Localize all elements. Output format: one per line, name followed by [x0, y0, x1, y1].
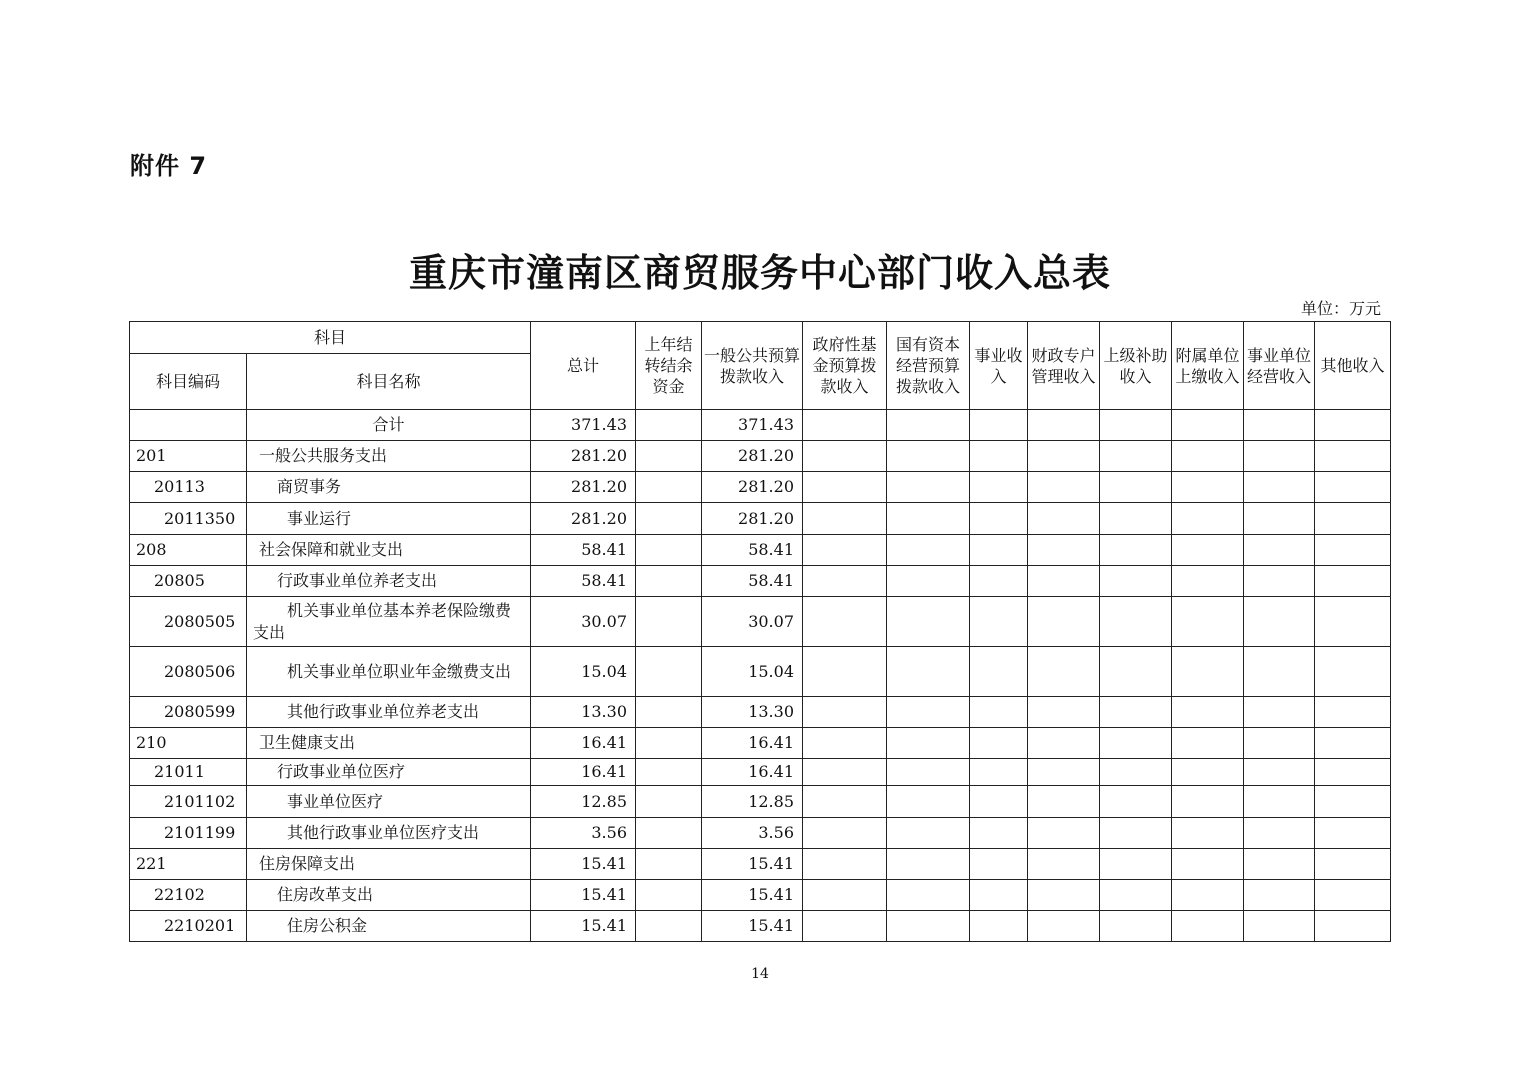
cell-empty	[1100, 786, 1172, 818]
cell-empty	[1100, 503, 1172, 535]
cell-empty	[636, 535, 702, 566]
cell-empty	[887, 786, 970, 818]
cell-empty	[887, 535, 970, 566]
income-table	[129, 321, 1391, 942]
cell-empty	[1315, 880, 1391, 911]
cell-name: 住房保障支出	[247, 849, 531, 880]
cell-total: 281.20	[531, 503, 636, 535]
cell-name: 其他行政事业单位医疗支出	[247, 818, 531, 849]
cell-empty	[1172, 503, 1244, 535]
cell-empty	[887, 911, 970, 942]
header-subject: 科目	[130, 322, 531, 354]
cell-empty	[887, 566, 970, 597]
cell-empty	[1172, 597, 1244, 647]
cell-empty	[803, 472, 887, 503]
cell-general-budget: 371.43	[702, 410, 803, 441]
cell-empty	[1172, 849, 1244, 880]
cell-code: 22102	[130, 880, 247, 911]
cell-empty	[970, 818, 1028, 849]
cell-empty	[887, 410, 970, 441]
cell-empty	[1100, 472, 1172, 503]
cell-general-budget: 58.41	[702, 535, 803, 566]
cell-empty	[970, 728, 1028, 759]
cell-name: 住房公积金	[247, 911, 531, 942]
cell-general-budget: 3.56	[702, 818, 803, 849]
page-number: 14	[751, 966, 769, 982]
cell-empty	[970, 566, 1028, 597]
cell-code: 2080506	[130, 647, 247, 697]
table-row	[130, 849, 1391, 880]
cell-empty	[1100, 849, 1172, 880]
cell-code: 2101199	[130, 818, 247, 849]
cell-empty	[1244, 647, 1315, 697]
cell-empty	[1172, 410, 1244, 441]
cell-general-budget: 15.04	[702, 647, 803, 697]
header-code: 科目编码	[130, 354, 247, 410]
cell-empty	[1100, 911, 1172, 942]
cell-general-budget: 15.41	[702, 880, 803, 911]
cell-name: 机关事业单位职业年金缴费支出	[247, 647, 531, 697]
cell-empty	[1028, 410, 1100, 441]
cell-total: 16.41	[531, 759, 636, 786]
cell-total: 12.85	[531, 786, 636, 818]
cell-empty	[970, 880, 1028, 911]
cell-empty	[1028, 911, 1100, 942]
cell-empty	[636, 503, 702, 535]
header-special-account: 财政专户管理收入	[1028, 322, 1100, 410]
cell-empty	[1100, 728, 1172, 759]
table-row	[130, 472, 1391, 503]
cell-name: 其他行政事业单位养老支出	[247, 697, 531, 728]
cell-empty	[1028, 697, 1100, 728]
cell-empty	[1100, 759, 1172, 786]
table-row	[130, 566, 1391, 597]
cell-code: 221	[130, 849, 247, 880]
cell-code: 201	[130, 441, 247, 472]
cell-name: 商贸事务	[247, 472, 531, 503]
cell-empty	[1100, 535, 1172, 566]
cell-total: 15.41	[531, 911, 636, 942]
cell-empty	[636, 472, 702, 503]
table-row	[130, 535, 1391, 566]
cell-empty	[1172, 697, 1244, 728]
cell-empty	[970, 786, 1028, 818]
cell-empty	[1028, 818, 1100, 849]
cell-general-budget: 13.30	[702, 697, 803, 728]
cell-empty	[1100, 880, 1172, 911]
header-state-capital: 国有资本经营预算拨款收入	[887, 322, 970, 410]
cell-empty	[803, 911, 887, 942]
cell-total: 371.43	[531, 410, 636, 441]
cell-empty	[636, 410, 702, 441]
table-body	[130, 410, 1391, 942]
cell-empty	[803, 697, 887, 728]
cell-total: 58.41	[531, 535, 636, 566]
cell-name: 行政事业单位养老支出	[247, 566, 531, 597]
cell-empty	[803, 880, 887, 911]
cell-empty	[970, 849, 1028, 880]
cell-empty	[636, 441, 702, 472]
cell-empty	[1244, 503, 1315, 535]
cell-general-budget: 30.07	[702, 597, 803, 647]
cell-empty	[803, 849, 887, 880]
cell-name: 事业单位医疗	[247, 786, 531, 818]
cell-empty	[970, 472, 1028, 503]
cell-empty	[1028, 647, 1100, 697]
cell-empty	[803, 535, 887, 566]
cell-empty	[1100, 441, 1172, 472]
cell-empty	[1028, 786, 1100, 818]
cell-empty	[1244, 697, 1315, 728]
table-row	[130, 786, 1391, 818]
cell-empty	[1028, 472, 1100, 503]
cell-empty	[1315, 647, 1391, 697]
cell-empty	[887, 728, 970, 759]
cell-empty	[887, 759, 970, 786]
cell-code: 208	[130, 535, 247, 566]
cell-code	[130, 410, 247, 441]
unit-label: 单位：万元	[1300, 299, 1381, 318]
cell-empty	[636, 880, 702, 911]
header-carryover: 上年结转结余资金	[636, 322, 702, 410]
cell-empty	[970, 410, 1028, 441]
cell-empty	[1172, 728, 1244, 759]
cell-empty	[1315, 566, 1391, 597]
cell-empty	[1315, 597, 1391, 647]
table-row	[130, 597, 1391, 647]
cell-empty	[1244, 818, 1315, 849]
cell-empty	[1100, 647, 1172, 697]
table-row	[130, 647, 1391, 697]
header-total: 总计	[531, 322, 636, 410]
cell-total: 30.07	[531, 597, 636, 647]
cell-empty	[1244, 911, 1315, 942]
cell-empty	[803, 597, 887, 647]
cell-empty	[1100, 566, 1172, 597]
cell-total: 58.41	[531, 566, 636, 597]
header-business-income: 事业收入	[970, 322, 1028, 410]
cell-general-budget: 281.20	[702, 503, 803, 535]
cell-empty	[1315, 759, 1391, 786]
cell-empty	[803, 647, 887, 697]
cell-empty	[636, 786, 702, 818]
cell-name: 行政事业单位医疗	[247, 759, 531, 786]
table-row	[130, 880, 1391, 911]
cell-code: 20805	[130, 566, 247, 597]
cell-empty	[636, 597, 702, 647]
header-other-income: 其他收入	[1315, 322, 1391, 410]
cell-code: 2101102	[130, 786, 247, 818]
cell-name: 社会保障和就业支出	[247, 535, 531, 566]
cell-empty	[1244, 759, 1315, 786]
cell-empty	[1172, 759, 1244, 786]
header-general-budget: 一般公共预算拨款收入	[702, 322, 803, 410]
cell-empty	[636, 759, 702, 786]
cell-empty	[970, 697, 1028, 728]
cell-empty	[803, 410, 887, 441]
cell-empty	[1172, 472, 1244, 503]
cell-general-budget: 16.41	[702, 759, 803, 786]
table-row	[130, 441, 1391, 472]
cell-empty	[1244, 472, 1315, 503]
cell-empty	[1315, 503, 1391, 535]
cell-empty	[803, 759, 887, 786]
cell-empty	[1028, 566, 1100, 597]
cell-total: 15.04	[531, 647, 636, 697]
cell-empty	[970, 441, 1028, 472]
cell-empty	[803, 818, 887, 849]
cell-empty	[1172, 566, 1244, 597]
cell-empty	[1244, 880, 1315, 911]
cell-empty	[636, 566, 702, 597]
cell-empty	[970, 535, 1028, 566]
cell-code: 2080599	[130, 697, 247, 728]
header-name: 科目名称	[247, 354, 531, 410]
cell-empty	[803, 503, 887, 535]
cell-empty	[887, 503, 970, 535]
cell-empty	[1315, 911, 1391, 942]
cell-empty	[803, 441, 887, 472]
cell-empty	[1315, 786, 1391, 818]
cell-empty	[636, 818, 702, 849]
attachment-label: 附件 7	[130, 152, 208, 180]
cell-empty	[803, 786, 887, 818]
cell-empty	[1172, 911, 1244, 942]
cell-general-budget: 281.20	[702, 472, 803, 503]
cell-empty	[970, 503, 1028, 535]
cell-name: 机关事业单位基本养老保险缴费支出	[247, 597, 531, 647]
table-row	[130, 759, 1391, 786]
cell-empty	[1315, 472, 1391, 503]
cell-general-budget: 15.41	[702, 911, 803, 942]
header-business-operation: 事业单位经营收入	[1244, 322, 1315, 410]
cell-empty	[1315, 818, 1391, 849]
cell-empty	[1028, 597, 1100, 647]
cell-code: 2080505	[130, 597, 247, 647]
cell-empty	[1315, 849, 1391, 880]
table-row	[130, 728, 1391, 759]
cell-empty	[1028, 503, 1100, 535]
cell-empty	[1100, 818, 1172, 849]
cell-empty	[887, 880, 970, 911]
cell-empty	[1244, 786, 1315, 818]
cell-empty	[887, 697, 970, 728]
cell-empty	[1028, 759, 1100, 786]
cell-code: 210	[130, 728, 247, 759]
cell-name: 事业运行	[247, 503, 531, 535]
cell-empty	[887, 597, 970, 647]
table-row	[130, 818, 1391, 849]
cell-empty	[1244, 535, 1315, 566]
cell-empty	[970, 597, 1028, 647]
cell-empty	[636, 849, 702, 880]
cell-general-budget: 12.85	[702, 786, 803, 818]
cell-empty	[1315, 728, 1391, 759]
cell-empty	[1100, 410, 1172, 441]
page-title: 重庆市潼南区商贸服务中心部门收入总表	[408, 250, 1111, 295]
cell-empty	[636, 697, 702, 728]
cell-empty	[1100, 697, 1172, 728]
cell-empty	[1315, 697, 1391, 728]
cell-total: 16.41	[531, 728, 636, 759]
cell-empty	[1028, 880, 1100, 911]
cell-empty	[887, 472, 970, 503]
cell-code: 21011	[130, 759, 247, 786]
cell-empty	[1172, 786, 1244, 818]
table-row	[130, 410, 1391, 441]
cell-empty	[1172, 880, 1244, 911]
cell-empty	[1315, 410, 1391, 441]
cell-empty	[1172, 535, 1244, 566]
table-row	[130, 911, 1391, 942]
table-row	[130, 697, 1391, 728]
table-header	[130, 322, 1391, 410]
cell-empty	[1172, 441, 1244, 472]
cell-empty	[1172, 647, 1244, 697]
cell-empty	[887, 441, 970, 472]
cell-empty	[1172, 818, 1244, 849]
cell-empty	[1244, 410, 1315, 441]
cell-total: 15.41	[531, 849, 636, 880]
cell-empty	[636, 647, 702, 697]
cell-empty	[887, 647, 970, 697]
cell-empty	[970, 759, 1028, 786]
header-gov-fund: 政府性基金预算拨款收入	[803, 322, 887, 410]
cell-code: 2011350	[130, 503, 247, 535]
cell-empty	[887, 818, 970, 849]
header-affiliated-payment: 附属单位上缴收入	[1172, 322, 1244, 410]
cell-empty	[970, 911, 1028, 942]
cell-general-budget: 16.41	[702, 728, 803, 759]
cell-empty	[636, 728, 702, 759]
cell-total: 13.30	[531, 697, 636, 728]
header-superior-subsidy: 上级补助收入	[1100, 322, 1172, 410]
cell-name: 合计	[247, 410, 531, 441]
cell-general-budget: 15.41	[702, 849, 803, 880]
cell-empty	[1028, 849, 1100, 880]
cell-empty	[1315, 535, 1391, 566]
cell-empty	[803, 728, 887, 759]
cell-empty	[1028, 441, 1100, 472]
cell-empty	[1244, 566, 1315, 597]
cell-empty	[970, 647, 1028, 697]
cell-empty	[636, 911, 702, 942]
cell-empty	[887, 849, 970, 880]
cell-empty	[1100, 597, 1172, 647]
cell-empty	[1244, 849, 1315, 880]
cell-general-budget: 281.20	[702, 441, 803, 472]
table-row	[130, 503, 1391, 535]
cell-name: 一般公共服务支出	[247, 441, 531, 472]
cell-code: 20113	[130, 472, 247, 503]
cell-total: 281.20	[531, 441, 636, 472]
cell-empty	[1028, 728, 1100, 759]
cell-empty	[1244, 597, 1315, 647]
cell-empty	[1028, 535, 1100, 566]
cell-name: 住房改革支出	[247, 880, 531, 911]
cell-name: 卫生健康支出	[247, 728, 531, 759]
cell-code: 2210201	[130, 911, 247, 942]
cell-total: 3.56	[531, 818, 636, 849]
cell-empty	[1315, 441, 1391, 472]
cell-general-budget: 58.41	[702, 566, 803, 597]
cell-total: 281.20	[531, 472, 636, 503]
cell-empty	[803, 566, 887, 597]
cell-empty	[1244, 728, 1315, 759]
cell-total: 15.41	[531, 880, 636, 911]
cell-empty	[1244, 441, 1315, 472]
